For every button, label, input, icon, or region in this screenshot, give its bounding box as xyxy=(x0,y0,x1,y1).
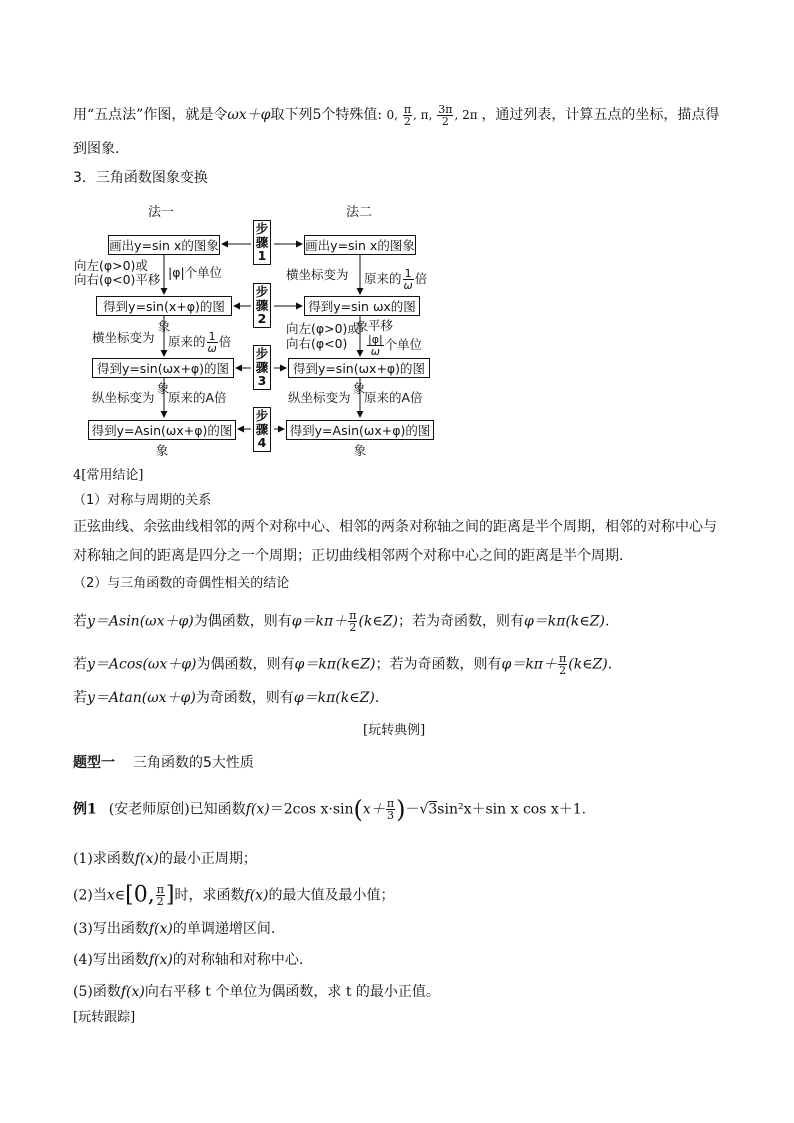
question-4: (4)写出函数f(x)的对称轴和对称中心. xyxy=(73,952,304,968)
subsection-1-title: （1）对称与周期的关系 xyxy=(73,493,212,508)
paragraph-1-line-2: 对称轴之间的距离是四分之一个周期；正切曲线相邻两个对称中心之间的距离是半个周期. xyxy=(73,548,624,564)
question-2: (2)当x∈[0, $\frac{\pi}{2}$ ]时，求函数f(x)的最大值及最小值； xyxy=(73,882,395,908)
frac-1-over-omega: $\frac{1}{\omega}$ xyxy=(403,267,413,292)
value-zero: 0, xyxy=(386,108,398,122)
left-shift-label-c: |φ|个单位 xyxy=(168,265,223,280)
expr: φ＝kπ(k∈Z) xyxy=(293,690,375,706)
type-title: 三角函数的5大性质 xyxy=(133,755,254,771)
left-box-3: 得到y=sin(ωx+φ)的图象 xyxy=(92,358,234,378)
intro-text-c: ，通过列表，计算五点的坐标，描点得 xyxy=(481,107,720,123)
section-4-title: 4[常用结论] xyxy=(73,468,144,483)
question-1: (1)求函数f(x)的最小正周期； xyxy=(73,851,257,867)
right-box-2: 得到y=sin ωx的图象 xyxy=(304,296,420,316)
question-5: (5)函数f(x)向右平移 t 个单位为偶函数，求 t 的最小正值。 xyxy=(73,984,440,1000)
frac-pi-over-2 xyxy=(403,104,412,127)
type-1-heading xyxy=(73,753,254,773)
expr: φ＝kπ＋ xyxy=(501,656,558,673)
expr: y＝Asin(ωx＋φ) xyxy=(87,613,194,630)
right-scale-y-b: 原来的A倍 xyxy=(364,390,423,405)
frac-3pi-over-2 xyxy=(437,104,453,127)
left-scale-y-a: 纵坐标变为 xyxy=(92,390,155,405)
right-shift-b: 向右(φ<0) xyxy=(286,336,348,351)
expr: y＝Acos(ωx＋φ) xyxy=(87,656,197,673)
intro-text-b: 取下列5个特殊值: xyxy=(270,107,383,123)
intro-line-2: 到图象. xyxy=(73,141,120,157)
frac-pi-over-2: $\frac{\pi}{2}$ xyxy=(559,652,567,677)
expr: φ＝kπ＋ xyxy=(291,613,348,630)
frac-pi-over-3: $\frac{\pi}{3}$ xyxy=(386,797,395,822)
frac-pi-over-2: $\frac{\pi}{2}$ xyxy=(156,883,164,908)
rule-tan: 若y＝Atan(ωx＋φ)为奇函数，则有φ＝kπ(k∈Z). xyxy=(73,690,380,706)
right-scale-x-b: 原来的 $\frac{1}{\omega}$ 倍 xyxy=(364,267,428,292)
sqrt-icon: √3 xyxy=(419,801,438,818)
expr: φ＝kπ(k∈Z) xyxy=(294,656,376,673)
frac-pi-over-2: $\frac{\pi}{2}$ xyxy=(349,609,357,634)
right-shift-a: 向左(φ>0)或 xyxy=(286,321,360,336)
left-box-1: 画出y=sin x的图象 xyxy=(108,235,220,255)
expr: y＝Atan(ωx＋φ) xyxy=(87,690,196,706)
follow-header: [玩转跟踪] xyxy=(73,1010,136,1025)
examples-header: [玩转典例] xyxy=(363,723,426,738)
step-3: 步 骤 3 xyxy=(253,345,271,390)
frac-num: 3π xyxy=(438,103,453,116)
frac-phi-over-omega: $\frac{|\varphi|}{\omega}$ xyxy=(368,333,383,358)
right-box-3: 得到y=sin(ωx+φ)的图象 xyxy=(288,358,430,378)
right-box-4: 得到y=Asin(ωx+φ)的图象 xyxy=(286,420,434,440)
right-shift-c: 平移 xyxy=(368,318,394,333)
example-1: 例1 (安老师原创)已知函数f(x)＝2cos x·sin(x＋ $\frac{\pi}{3}$ )－√3sin²x＋sin x cos x＋1. xyxy=(73,795,587,824)
value-pi: , π, xyxy=(413,108,433,122)
left-scale-x-a: 横坐标变为 xyxy=(92,330,155,345)
left-scale-y-b: 原来的A倍 xyxy=(168,390,227,405)
right-box-1: 画出y=sin x的图象 xyxy=(304,235,416,255)
expr: φ＝kπ(k∈Z) xyxy=(523,613,605,630)
frac-1-over-omega: $\frac{1}{\omega}$ xyxy=(207,330,217,355)
rule-sin: 若y＝Asin(ωx＋φ)为偶函数，则有φ＝kπ＋ $\frac{\pi}{2}$ (k∈Z)；若为奇函数，则有φ＝kπ(k∈Z). xyxy=(73,609,610,634)
example-label: 例1 xyxy=(73,801,97,818)
question-3: (3)写出函数f(x)的单调递增区间. xyxy=(73,921,276,937)
step-1: 步 骤 1 xyxy=(253,220,271,265)
transform-diagram xyxy=(70,195,450,460)
right-scale-y-a: 纵坐标变为 xyxy=(288,390,351,405)
step-2: 步 骤 2 xyxy=(253,283,271,328)
type-label: 题型一 xyxy=(73,755,115,771)
left-box-2: 得到y=sin(x+φ)的图象 xyxy=(96,296,232,316)
method-2-title: 法二 xyxy=(346,205,373,220)
frac-num: π xyxy=(403,103,412,116)
value-2pi: , 2π xyxy=(454,108,478,122)
intro-expr: ωx＋φ xyxy=(227,107,271,123)
subsection-2-title: （2）与三角函数的奇偶性相关的结论 xyxy=(73,576,290,591)
left-shift-label-b: 向右(φ<0)平移 xyxy=(74,272,161,287)
right-scale-x-a: 横坐标变为 xyxy=(286,267,349,282)
intro-values xyxy=(386,103,482,128)
section-3-title: 3．三角函数图象变换 xyxy=(73,170,208,186)
paragraph-1-line-1: 正弦曲线、余弦曲线相邻的两个对称中心、相邻的两条对称轴之间的距离是半个周期，相邻的对称中心与 xyxy=(73,519,717,535)
left-scale-x-b: 原来的 $\frac{1}{\omega}$ 倍 xyxy=(168,330,232,355)
left-shift-label-a: 向左(φ>0)或 xyxy=(74,258,148,273)
right-shift-d: $\frac{|\varphi|}{\omega}$ 个单位 xyxy=(368,333,423,358)
intro-text-a: 用“五点法”作图，就是令 xyxy=(73,107,228,123)
method-1-title: 法一 xyxy=(148,205,175,220)
left-box-4: 得到y=Asin(ωx+φ)的图象 xyxy=(88,420,236,440)
frac-den: 2 xyxy=(441,115,449,128)
frac-den: 2 xyxy=(403,115,411,128)
step-4: 步 骤 4 xyxy=(253,407,271,452)
rule-cos: 若y＝Acos(ωx＋φ)为偶函数，则有φ＝kπ(k∈Z)；若为奇函数，则有φ＝kπ＋ $\frac{\pi}{2}$ (k∈Z). xyxy=(73,652,613,677)
intro-line-1 xyxy=(73,104,719,127)
